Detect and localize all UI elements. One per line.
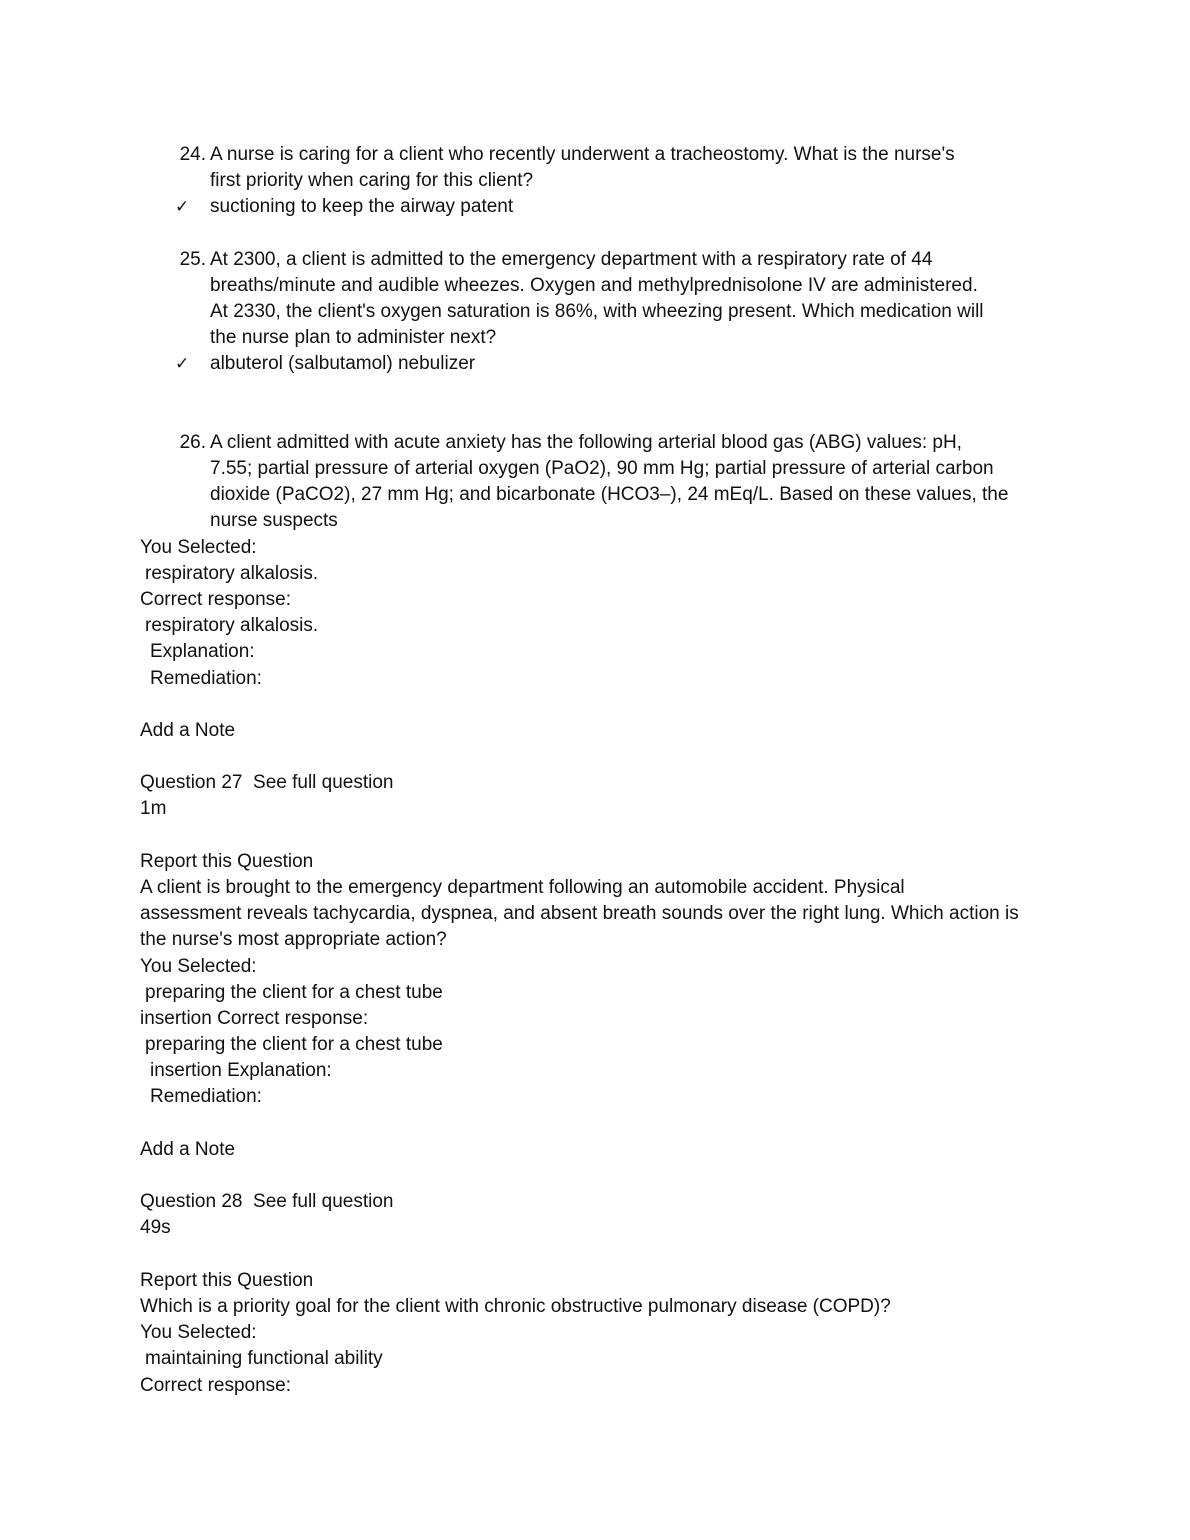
question-text-line: At 2300, a client is admitted to the emergency department with a respiratory rate of 44	[210, 249, 933, 270]
explanation-label: Explanation:	[150, 641, 255, 662]
question-text-line: At 2330, the client's oxygen saturation is 86%, with wheezing present. Which medication will	[210, 301, 984, 322]
selected-answer: maintaining functional ability	[145, 1348, 383, 1369]
you-selected-label: You Selected:	[140, 1322, 257, 1343]
selected-answer: preparing the client for a chest tube	[145, 982, 443, 1003]
correct-answer: respiratory alkalosis.	[145, 615, 319, 636]
question-time: 1m	[140, 798, 167, 819]
correct-answer: preparing the client for a chest tube	[145, 1034, 443, 1055]
report-question-link[interactable]: Report this Question	[140, 1270, 314, 1291]
correct-answer-continued: insertion Explanation:	[150, 1060, 332, 1081]
selected-answer-continued: insertion Correct response:	[140, 1008, 369, 1029]
correct-response-label: Correct response:	[140, 589, 292, 610]
checkmark-icon: ✓	[175, 197, 190, 217]
remediation-label: Remediation:	[150, 668, 262, 689]
item-number: 24.	[179, 144, 206, 165]
question-text-line: Which is a priority goal for the client with chronic obstructive pulmonary disease (COPD)?	[140, 1296, 891, 1317]
question-text-line: A client admitted with acute anxiety has the following arterial blood gas (ABG) values: pH,	[210, 432, 962, 453]
question-text-line: assessment reveals tachycardia, dyspnea, and absent breath sounds over the right lung. Which action is	[140, 903, 1019, 924]
answer-text: albuterol (salbutamol) nebulizer	[210, 353, 476, 374]
question-text-line: breaths/minute and audible wheezes. Oxygen and methylprednisolone IV are administered.	[210, 275, 978, 296]
correct-response-label: Correct response:	[140, 1375, 292, 1396]
question-header[interactable]: Question 28 See full question	[140, 1191, 394, 1212]
question-text-line: the nurse's most appropriate action?	[140, 929, 447, 950]
selected-answer: respiratory alkalosis.	[145, 563, 319, 584]
item-number: 26.	[179, 432, 206, 453]
question-text-line: dioxide (PaCO2), 27 mm Hg; and bicarbonate (HCO3–), 24 mEq/L. Based on these values, the	[210, 484, 1009, 505]
you-selected-label: You Selected:	[140, 537, 257, 558]
you-selected-label: You Selected:	[140, 956, 257, 977]
question-time: 49s	[140, 1217, 171, 1238]
add-note-link[interactable]: Add a Note	[140, 720, 236, 741]
checkmark-icon: ✓	[175, 354, 190, 374]
question-header[interactable]: Question 27 See full question	[140, 772, 394, 793]
question-text-line: the nurse plan to administer next?	[210, 327, 497, 348]
item-number: 25.	[179, 249, 206, 270]
answer-text: suctioning to keep the airway patent	[210, 196, 514, 217]
question-text-line: A client is brought to the emergency department following an automobile accident. Physical	[140, 877, 905, 898]
question-text-line: 7.55; partial pressure of arterial oxygen (PaO2), 90 mm Hg; partial pressure of arterial carbon	[210, 458, 994, 479]
question-text-line: nurse suspects	[210, 510, 338, 531]
remediation-label: Remediation:	[150, 1086, 262, 1107]
report-question-link[interactable]: Report this Question	[140, 851, 314, 872]
add-note-link[interactable]: Add a Note	[140, 1139, 236, 1160]
question-text-line: first priority when caring for this client?	[210, 170, 534, 191]
question-text-line: A nurse is caring for a client who recently underwent a tracheostomy. What is the nurse's	[210, 144, 955, 165]
